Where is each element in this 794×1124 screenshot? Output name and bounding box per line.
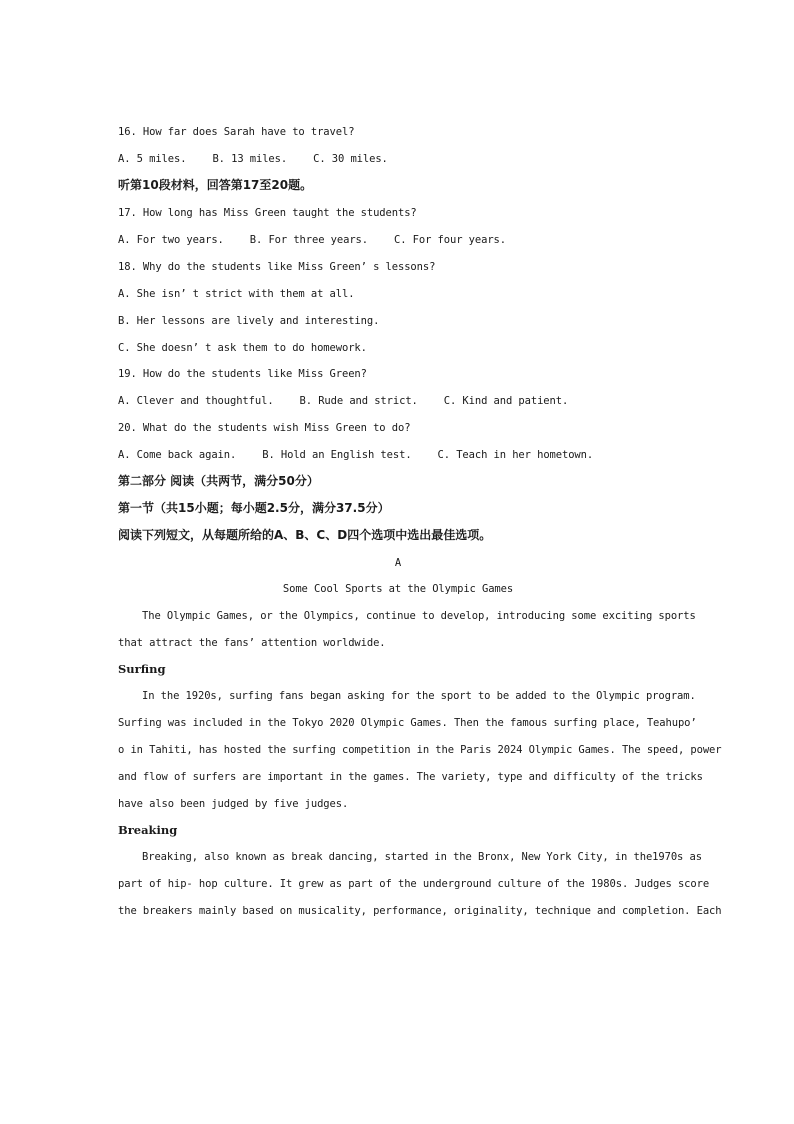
option-a: A. Clever and thoughtful. (118, 395, 274, 407)
question-18-option-a: A. She isn’ t strict with them at all. (118, 288, 355, 300)
option-b: B. Hold an English test. (262, 449, 412, 461)
option-b: B. For three years. (249, 234, 368, 246)
intro-line-1: The Olympic Games, or the Olympics, continue to develop, introducing some exciting sports (142, 610, 696, 622)
option-c: C. Teach in her hometown. (437, 449, 594, 461)
option-a: A. For two years. (118, 234, 224, 246)
passage-letter: A (394, 557, 402, 569)
option-b: B. 13 miles. (212, 153, 288, 165)
option-c: C. For four years. (394, 234, 506, 246)
question-18-option-b: B. Her lessons are lively and interesting. (118, 315, 380, 327)
question-19-options (118, 394, 678, 408)
question-20-options (118, 448, 678, 462)
passage-title: Some Cool Sports at the Olympic Games (282, 583, 514, 595)
reading-instruction: 阅读下列短文，从每题所给的A、B、C、D四个选项中选出最佳选项。 (118, 528, 492, 542)
surfing-line-5: have also been judged by five judges. (118, 798, 349, 810)
surfing-line-2: Surfing was included in the Tokyo 2020 Olympic Games. Then the famous surfing place, Teahupo’ (118, 717, 697, 729)
breaking-line-2: part of hip- hop culture. It grew as part of the underground culture of the 1980s. Judges score (118, 878, 710, 890)
reading-section-title: 第一节（共15小题；每小题2.5分，满分37.5分） (118, 501, 390, 515)
option-a: A. 5 miles. (118, 153, 187, 165)
question-17-stem: 17. How long has Miss Green taught the students? (118, 207, 417, 219)
question-18-option-c: C. She doesn’ t ask them to do homework. (118, 342, 367, 354)
option-a: A. Come back again. (118, 449, 237, 461)
question-20-stem: 20. What do the students wish Miss Green to do? (118, 422, 411, 434)
intro-line-2: that attract the fans’ attention worldwide. (118, 637, 386, 649)
question-17-options (118, 233, 678, 247)
option-b: B. Rude and strict. (299, 395, 418, 407)
section-10-instruction: 听第10段材料，回答第17至20题。 (118, 178, 313, 192)
surfing-heading: Surfing (118, 662, 166, 676)
question-16-options (118, 152, 678, 166)
question-19-stem: 19. How do the students like Miss Green? (118, 368, 367, 380)
breaking-heading: Breaking (118, 823, 178, 837)
question-16-stem: 16. How far does Sarah have to travel? (118, 126, 355, 138)
reading-part-title: 第二部分 阅读（共两节，满分50分） (118, 474, 319, 488)
option-c: C. 30 miles. (313, 153, 388, 165)
surfing-line-1: In the 1920s, surfing fans began asking for the sport to be added to the Olympic program. (142, 690, 696, 702)
surfing-line-3: o in Tahiti, has hosted the surfing competition in the Paris 2024 Olympic Games. The speed, power (118, 744, 722, 756)
breaking-line-3: the breakers mainly based on musicality, performance, originality, technique and completion. Each (118, 905, 722, 917)
surfing-line-4: and flow of surfers are important in the games. The variety, type and difficulty of the tricks (118, 771, 703, 783)
option-c: C. Kind and patient. (443, 395, 569, 407)
breaking-line-1: Breaking, also known as break dancing, started in the Bronx, New York City, in the1970s as (142, 851, 702, 863)
question-18-stem: 18. Why do the students like Miss Green’ s lessons? (118, 261, 436, 273)
